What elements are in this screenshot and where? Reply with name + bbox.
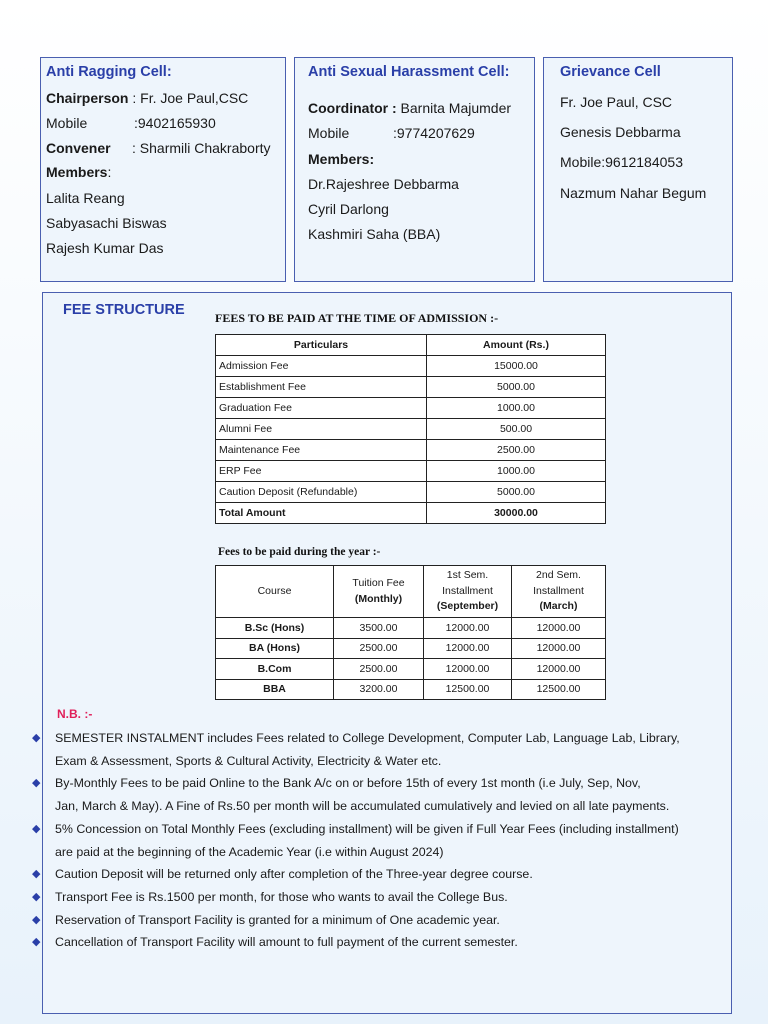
- anti-ragging-cell-card: [40, 57, 286, 282]
- tuition-cell: 3200.00: [334, 679, 424, 700]
- harassment-mobile-label: Mobile: [308, 125, 350, 141]
- diamond-bullet-icon: ◆: [32, 914, 41, 926]
- note-item: ◆ SEMESTER INSTALMENT includes Fees related to College Development, Computer Lab, Language Lab, Library, Exam & Assessment, Sports & Cultural Activity, Electricity & Water etc.: [32, 727, 732, 772]
- chairperson-label: Chairperson: [46, 90, 129, 106]
- sem2-cell: 12000.00: [512, 618, 606, 639]
- sem1-cell: 12000.00: [424, 618, 512, 639]
- particular-cell: Admission Fee: [216, 356, 427, 377]
- sem1-cell: 12000.00: [424, 659, 512, 680]
- amount-cell: 2500.00: [427, 440, 606, 461]
- harassment-member: Dr.Rajeshree Debbarma: [308, 176, 459, 192]
- total-row: [216, 503, 606, 524]
- table-header-row: [216, 335, 606, 356]
- fee-structure-heading: FEE STRUCTURE: [63, 302, 185, 318]
- sem1-cell: 12000.00: [424, 638, 512, 659]
- anti-ragging-title: Anti Ragging Cell:: [46, 64, 172, 80]
- tuition-cell: 3500.00: [334, 618, 424, 639]
- diamond-bullet-icon: ◆: [32, 891, 41, 903]
- ragging-member: Sabyasachi Biswas: [46, 215, 167, 231]
- table-row: [216, 398, 606, 419]
- note-item: ◆ Caution Deposit will be returned only after completion of the Three-year degree course.: [32, 863, 732, 886]
- ragging-members-label: Members:: [46, 164, 112, 180]
- particular-cell: ERP Fee: [216, 461, 427, 482]
- diamond-bullet-icon: ◆: [32, 936, 41, 948]
- column-header: 2nd Sem. Installment (March): [512, 566, 606, 618]
- column-header: Amount (Rs.): [427, 335, 606, 356]
- grievance-line: Nazmum Nahar Begum: [560, 185, 707, 201]
- course-cell: BA (Hons): [216, 638, 334, 659]
- harassment-member: Cyril Darlong: [308, 201, 389, 217]
- column-header: 1st Sem. Installment (September): [424, 566, 512, 618]
- diamond-bullet-icon: ◆: [32, 777, 41, 789]
- coordinator-value: Barnita Majumder: [396, 100, 512, 116]
- grievance-cell-card: [543, 57, 733, 282]
- harassment-member: Kashmiri Saha (BBA): [308, 226, 441, 242]
- sem2-cell: 12500.00: [512, 679, 606, 700]
- amount-cell: 5000.00: [427, 377, 606, 398]
- table-row: [216, 461, 606, 482]
- amount-cell: 500.00: [427, 419, 606, 440]
- note-item: ◆ Transport Fee is Rs.1500 per month, for those who wants to avail the College Bus.: [32, 886, 732, 909]
- course-cell: B.Sc (Hons): [216, 618, 334, 639]
- harassment-members-label: Members:: [308, 151, 375, 167]
- table-row: [216, 482, 606, 503]
- yearly-fee-table: [215, 565, 606, 700]
- grievance-line: Fr. Joe Paul, CSC: [560, 94, 673, 110]
- table-row: [216, 638, 606, 659]
- column-header: Course: [216, 566, 334, 618]
- sem2-cell: 12000.00: [512, 638, 606, 659]
- coordinator-label: Coordinator :: [308, 100, 397, 116]
- anti-harassment-cell-card: [294, 57, 535, 282]
- ragging-member: Lalita Reang: [46, 190, 125, 206]
- sem1-cell: 12500.00: [424, 679, 512, 700]
- amount-cell: 1000.00: [427, 461, 606, 482]
- particular-cell: Alumni Fee: [216, 419, 427, 440]
- table-row: [216, 377, 606, 398]
- chairperson-value: : Fr. Joe Paul,CSC: [132, 90, 249, 106]
- sem2-cell: 12000.00: [512, 659, 606, 680]
- ragging-mobile-label: Mobile: [46, 115, 88, 131]
- table-row: [216, 618, 606, 639]
- nb-title: N.B. :-: [57, 707, 93, 721]
- note-item: ◆ By-Monthly Fees to be paid Online to the Bank A/c on or before 15th of every 1st month (i.e July, Sep, Nov, Jan, March & May). A Fine of Rs.50 per month will be accumulated cumulatively and levied on all late payments.: [32, 772, 732, 817]
- amount-cell: 1000.00: [427, 398, 606, 419]
- table-row: [216, 419, 606, 440]
- table-row: [216, 679, 606, 700]
- tuition-cell: 2500.00: [334, 659, 424, 680]
- table-header-row: [216, 566, 606, 618]
- diamond-bullet-icon: ◆: [32, 868, 41, 880]
- table-row: [216, 659, 606, 680]
- amount-cell: 5000.00: [427, 482, 606, 503]
- note-item: ◆ Cancellation of Transport Facility will amount to full payment of the current semester.: [32, 931, 732, 954]
- table-row: [216, 356, 606, 377]
- note-item: ◆ 5% Concession on Total Monthly Fees (excluding installment) will be given if Full Year Fees (including installment) are paid at the beginning of the Academic Year (i.e within August 2024): [32, 818, 732, 863]
- amount-cell: 15000.00: [427, 356, 606, 377]
- particular-cell: Caution Deposit (Refundable): [216, 482, 427, 503]
- convener-value: : Sharmili Chakraborty: [132, 140, 271, 156]
- particular-cell: Graduation Fee: [216, 398, 427, 419]
- admission-fee-table: [215, 334, 606, 524]
- course-cell: BBA: [216, 679, 334, 700]
- course-cell: B.Com: [216, 659, 334, 680]
- diamond-bullet-icon: ◆: [32, 732, 41, 744]
- ragging-mobile-value: :9402165930: [134, 115, 216, 131]
- particular-cell: Establishment Fee: [216, 377, 427, 398]
- anti-harassment-title: Anti Sexual Harassment Cell:: [308, 64, 510, 80]
- total-amount-cell: 30000.00: [427, 503, 606, 524]
- chairperson-line: [46, 90, 248, 106]
- column-header: Particulars: [216, 335, 427, 356]
- ragging-member: Rajesh Kumar Das: [46, 240, 164, 256]
- harassment-mobile-value: :9774207629: [393, 125, 475, 141]
- grievance-title: Grievance Cell: [560, 64, 661, 80]
- particular-cell: Maintenance Fee: [216, 440, 427, 461]
- tuition-cell: 2500.00: [334, 638, 424, 659]
- column-header: Tuition Fee (Monthly): [334, 566, 424, 618]
- grievance-line: Mobile:9612184053: [560, 154, 683, 170]
- grievance-line: Genesis Debbarma: [560, 124, 681, 140]
- convener-label: Convener: [46, 140, 111, 156]
- note-item: ◆ Reservation of Transport Facility is granted for a minimum of One academic year.: [32, 909, 732, 932]
- admission-fees-heading: FEES TO BE PAID AT THE TIME OF ADMISSION :-: [215, 311, 499, 325]
- yearly-fees-heading: Fees to be paid during the year :-: [218, 546, 381, 558]
- diamond-bullet-icon: ◆: [32, 823, 41, 835]
- total-label-cell: Total Amount: [216, 503, 427, 524]
- table-row: [216, 440, 606, 461]
- coordinator-line: [308, 100, 511, 116]
